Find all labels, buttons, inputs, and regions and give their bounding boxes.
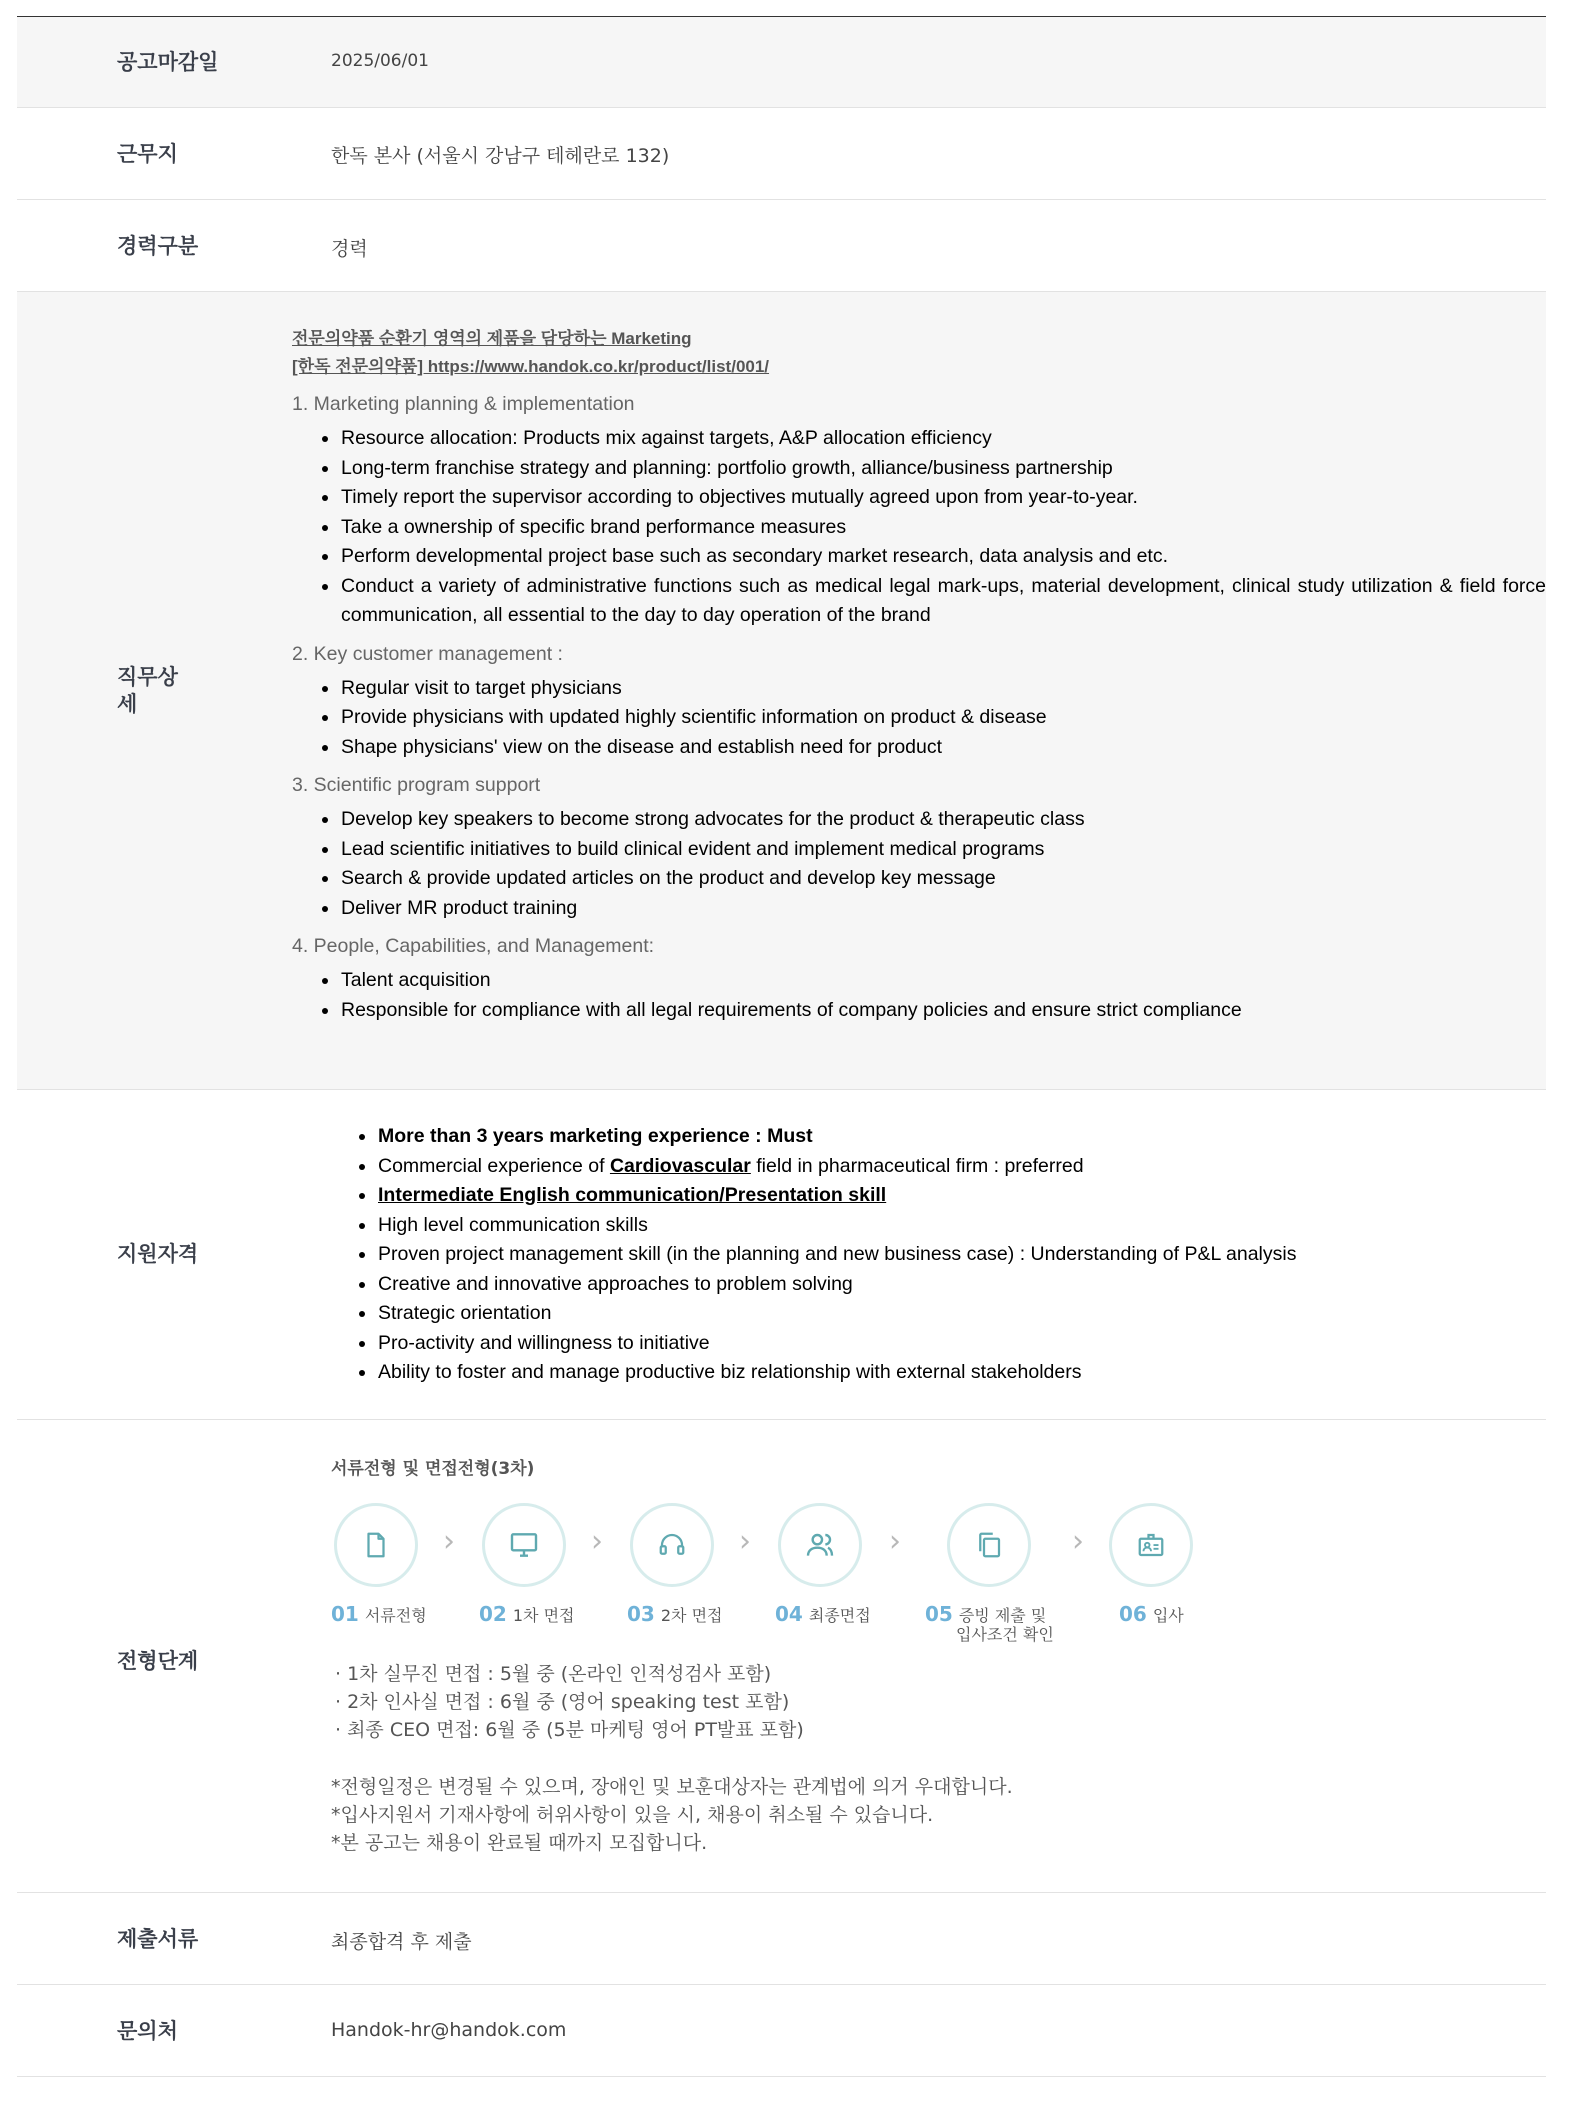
interview-schedule xyxy=(335,1660,804,1744)
chevron-right-icon: › xyxy=(1072,1524,1084,1559)
list-item: Perform developmental project base such as secondary market research, data analysis and etc. xyxy=(292,542,1546,572)
list-item: Creative and innovative approaches to problem solving xyxy=(329,1270,1296,1300)
step-label: 02 1차 면접 xyxy=(479,1602,575,1626)
users-icon xyxy=(804,1529,836,1561)
list-item: Lead scientific initiatives to build clinical evident and implement medical programs xyxy=(292,835,1546,865)
list-item: Responsible for compliance with all legal requirements of company policies and ensure strict compliance xyxy=(292,996,1546,1026)
duty-label xyxy=(117,664,178,718)
step-label-line2: 입사조건 확인 xyxy=(956,1625,1054,1644)
list-item: Shape physicians' view on the disease and establish need for product xyxy=(292,733,1546,763)
duty-label-line2: 세 xyxy=(117,692,138,716)
duty-content xyxy=(292,325,1546,1025)
id-card-icon xyxy=(1136,1530,1166,1560)
duty-section-list xyxy=(292,966,1546,1025)
schedule-line: · 1차 실무진 면접 : 5월 중 (온라인 인적성검사 포함) xyxy=(335,1663,772,1685)
duty-section-list xyxy=(292,424,1546,631)
list-item: Proven project management skill (in the planning and new business case) : Understanding of P&L analysis xyxy=(329,1240,1296,1270)
chevron-right-icon: › xyxy=(889,1524,901,1559)
note-line: *본 공고는 채용이 완료될 때까지 모집합니다. xyxy=(331,1832,708,1854)
job-posting-table xyxy=(17,16,1546,2077)
step-label: 01 서류전형 xyxy=(331,1602,427,1626)
copy-icon xyxy=(974,1530,1004,1560)
row-process xyxy=(17,1420,1546,1893)
step-label: 04 최종면접 xyxy=(775,1602,871,1626)
duty-section-title: 2. Key customer management : xyxy=(292,642,563,665)
list-item: Provide physicians with updated highly scientific information on product & disease xyxy=(292,703,1546,733)
process-label: 전형단계 xyxy=(117,1649,199,1673)
duty-label-line1: 직무상 xyxy=(117,665,178,689)
list-item: Long-term franchise strategy and planning: portfolio growth, alliance/business partnership xyxy=(292,454,1546,484)
row-documents xyxy=(17,1893,1546,1985)
step-first-interview xyxy=(482,1503,566,1587)
list-item: More than 3 years marketing experience : Must xyxy=(329,1122,1296,1152)
list-item: Pro-activity and willingness to initiative xyxy=(329,1329,1296,1359)
qualifications-list xyxy=(329,1122,1296,1388)
chevron-right-icon: › xyxy=(443,1524,455,1559)
row-contact xyxy=(17,1985,1546,2077)
documents-value: 최종합격 후 제출 xyxy=(331,1931,472,1953)
document-icon xyxy=(361,1530,391,1560)
career-value: 경력 xyxy=(331,238,368,260)
duty-section-title: 4. People, Capabilities, and Management: xyxy=(292,935,655,957)
duty-section-title: 1. Marketing planning & implementation xyxy=(292,393,635,415)
list-item: Intermediate English communication/Presentation skill xyxy=(329,1181,1296,1211)
list-item: Talent acquisition xyxy=(292,966,1546,996)
step-label: 05 증빙 제출 및 xyxy=(925,1602,1047,1626)
list-item: Resource allocation: Products mix against targets, A&P allocation efficiency xyxy=(292,424,1546,454)
list-item: Timely report the supervisor according to objectives mutually agreed upon from year-to-year. xyxy=(292,483,1546,513)
list-item xyxy=(329,1152,1296,1182)
monitor-icon xyxy=(508,1529,540,1561)
headset-icon xyxy=(657,1530,687,1560)
contact-email[interactable]: Handok-hr@handok.com xyxy=(331,2019,567,2041)
schedule-line: · 최종 CEO 면접: 6월 중 (5분 마케팅 영어 PT발표 포함) xyxy=(335,1719,804,1741)
cardiovascular-emphasis: Cardiovascular xyxy=(609,1154,751,1177)
list-item: High level communication skills xyxy=(329,1211,1296,1241)
step-document xyxy=(334,1503,418,1587)
list-item: Strategic orientation xyxy=(329,1299,1296,1329)
step-final-interview xyxy=(778,1503,862,1587)
step-submit-documents xyxy=(947,1503,1031,1587)
item-text: Commercial experience of xyxy=(378,1154,610,1177)
list-item: Search & provide updated articles on the product and develop key message xyxy=(292,864,1546,894)
process-heading: 서류전형 및 면접전형(3차) xyxy=(331,1459,535,1479)
list-item: Develop key speakers to become strong advocates for the product & therapeutic class xyxy=(292,805,1546,835)
location-value: 한독 본사 (서울시 강남구 테헤란로 132) xyxy=(331,145,670,167)
deadline-label: 공고마감일 xyxy=(117,50,219,74)
schedule-line: · 2차 인사실 면접 : 6월 중 (영어 speaking test 포함) xyxy=(335,1691,790,1713)
chevron-right-icon: › xyxy=(739,1524,751,1559)
step-label: 03 2차 면접 xyxy=(627,1602,723,1626)
row-location xyxy=(17,108,1546,200)
qualifications-label: 지원자격 xyxy=(117,1242,199,1266)
list-item: Conduct a variety of administrative functions such as medical legal mark-ups, material development, clinical study utilization & field force communication, all essential to the day to day operation of the brand xyxy=(292,572,1546,631)
duty-section-list xyxy=(292,674,1546,763)
item-text: field in pharmaceutical firm : preferred xyxy=(750,1154,1084,1177)
location-label: 근무지 xyxy=(117,142,178,166)
note-line: *입사지원서 기재사항에 허위사항이 있을 시, 채용이 취소될 수 있습니다. xyxy=(331,1804,934,1826)
duty-product-link[interactable]: [한독 전문의약품] https://www.handok.co.kr/product/list/001/ xyxy=(292,357,770,376)
documents-label: 제출서류 xyxy=(117,1927,199,1951)
list-item: Deliver MR product training xyxy=(292,894,1546,924)
row-career xyxy=(17,200,1546,292)
duty-section-title: 3. Scientific program support xyxy=(292,774,541,796)
step-label: 06 입사 xyxy=(1119,1602,1184,1626)
step-second-interview xyxy=(630,1503,714,1587)
duty-headline: 전문의약품 순환기 영역의 제품을 담당하는 Marketing xyxy=(292,329,692,348)
row-deadline xyxy=(17,17,1546,108)
process-notes xyxy=(331,1773,1013,1857)
note-line: *전형일정은 변경될 수 있으며, 장애인 및 보훈대상자는 관계법에 의거 우대합니다. xyxy=(331,1776,1013,1798)
contact-label: 문의처 xyxy=(117,2019,178,2043)
list-item: Regular visit to target physicians xyxy=(292,674,1546,704)
duty-section-list xyxy=(292,805,1546,923)
chevron-right-icon: › xyxy=(591,1524,603,1559)
deadline-value: 2025/06/01 xyxy=(331,51,429,71)
career-label: 경력구분 xyxy=(117,234,199,258)
list-item: Ability to foster and manage productive biz relationship with external stakeholders xyxy=(329,1358,1296,1388)
step-join xyxy=(1109,1503,1193,1587)
list-item: Take a ownership of specific brand performance measures xyxy=(292,513,1546,543)
row-qualifications xyxy=(17,1090,1546,1420)
row-duty xyxy=(17,292,1546,1090)
